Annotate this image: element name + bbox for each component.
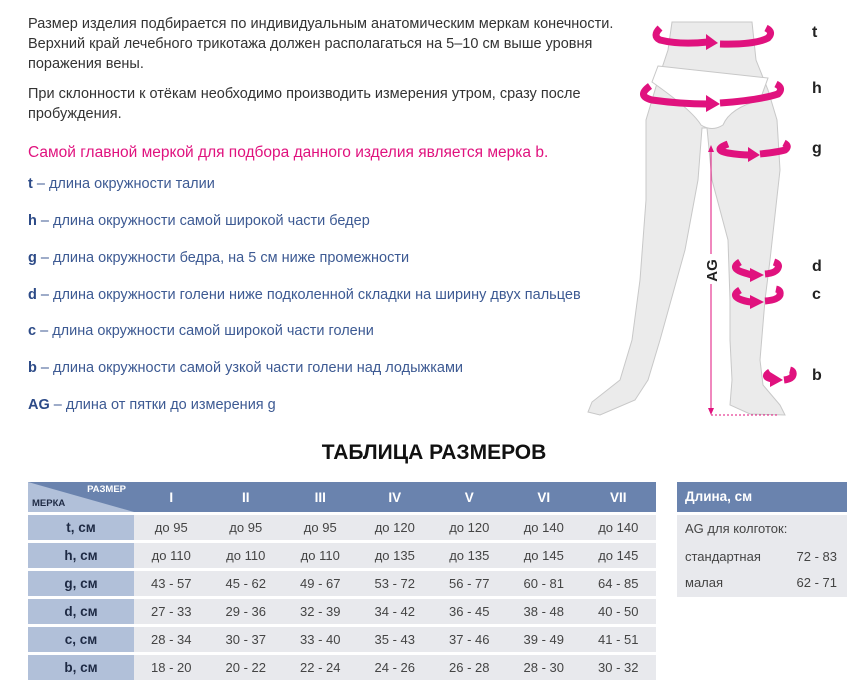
table-cell: 28 - 30 (507, 655, 582, 680)
column-header-size: III (283, 482, 358, 512)
body-silhouette-icon (580, 0, 868, 430)
table-cell: до 145 (507, 543, 582, 568)
table-cell: 38 - 48 (507, 599, 582, 624)
legend-item-t: t – длина окружности талии (28, 176, 215, 192)
legend-item-g: g – длина окружности бедра, на 5 см ниже промежности (28, 250, 410, 266)
table-cell: до 140 (581, 515, 656, 540)
table-cell: 60 - 81 (507, 571, 582, 596)
table-cell: до 95 (283, 515, 358, 540)
row-header: d, см (28, 599, 134, 624)
size-table-header (28, 482, 656, 512)
table-cell: до 135 (358, 543, 433, 568)
legend-item-c: c – длина окружности самой широкой части голени (28, 323, 374, 339)
column-header-size: II (209, 482, 284, 512)
figure-label-g: g (812, 140, 822, 157)
table-cell: 40 - 50 (581, 599, 656, 624)
table-cell: 27 - 33 (134, 599, 209, 624)
table-cell: 22 - 24 (283, 655, 358, 680)
table-row (28, 515, 656, 540)
table-cell: 35 - 43 (358, 627, 433, 652)
table-cell: до 120 (432, 515, 507, 540)
table-cell: до 110 (283, 543, 358, 568)
table-cell: 34 - 42 (358, 599, 433, 624)
intro-paragraph-2: При склонности к отёкам необходимо производить измерения утром, сразу после пробуждения. (28, 86, 581, 122)
table-cell: 64 - 85 (581, 571, 656, 596)
corner-cell: РАЗМЕР МЕРКА (28, 482, 134, 512)
intro-text (28, 14, 628, 134)
length-table-header: Длина, см (677, 482, 847, 512)
table-cell: 39 - 49 (507, 627, 582, 652)
figure-label-ag: AG (703, 259, 721, 282)
table-cell: 29 - 36 (209, 599, 284, 624)
row-header: h, см (28, 543, 134, 568)
table-cell: 43 - 57 (134, 571, 209, 596)
figure-label-b: b (812, 367, 822, 384)
figure-label-c: c (812, 286, 821, 303)
table-row (28, 571, 656, 596)
table-cell: 30 - 37 (209, 627, 284, 652)
table-cell: 20 - 22 (209, 655, 284, 680)
leg-measurement-illustration (580, 0, 868, 430)
row-header: t, см (28, 515, 134, 540)
legend-item-d: d – длина окружности голени ниже подколенной складки на ширину двух пальцев (28, 287, 581, 303)
table-cell: 30 - 32 (581, 655, 656, 680)
table-cell: до 140 (507, 515, 582, 540)
column-header-size: VI (507, 482, 582, 512)
table-row (28, 655, 656, 680)
length-table-body (677, 515, 847, 597)
table-cell: 24 - 26 (358, 655, 433, 680)
figure-label-d: d (812, 258, 822, 275)
legend-item-h: h – длина окружности самой широкой части бедер (28, 213, 370, 229)
table-cell: до 95 (134, 515, 209, 540)
figure-label-t: t (812, 24, 818, 41)
table-cell: 33 - 40 (283, 627, 358, 652)
length-subheader: AG для колготок: (685, 521, 788, 536)
table-cell: до 135 (432, 543, 507, 568)
size-table (28, 479, 656, 683)
row-header: b, см (28, 655, 134, 680)
table-cell: 45 - 62 (209, 571, 284, 596)
legend-item-b: b – длина окружности самой узкой части голени над лодыжками (28, 360, 464, 376)
table-cell: 37 - 46 (432, 627, 507, 652)
column-header-size: VII (581, 482, 656, 512)
table-cell: 18 - 20 (134, 655, 209, 680)
length-table (677, 479, 847, 597)
intro-paragraph-1: Размер изделия подбирается по индивидуальным анатомическим меркам конечности. Верхний край лечебного трикотажа должен располагаться на 5–10 см выше уровня поражения вены. (28, 16, 614, 72)
column-header-size: V (432, 482, 507, 512)
key-measurement-note: Самой главной меркой для подбора данного изделия является мерка b. (28, 144, 549, 161)
table-cell: до 145 (581, 543, 656, 568)
length-row-standard: стандартная 72 - 83 (685, 549, 837, 564)
table-cell: 32 - 39 (283, 599, 358, 624)
table-row (28, 599, 656, 624)
row-header: c, см (28, 627, 134, 652)
table-cell: 28 - 34 (134, 627, 209, 652)
column-header-size: IV (358, 482, 433, 512)
table-cell: 41 - 51 (581, 627, 656, 652)
table-cell: до 110 (209, 543, 284, 568)
table-cell: до 120 (358, 515, 433, 540)
table-cell: до 110 (134, 543, 209, 568)
table-cell: 36 - 45 (432, 599, 507, 624)
table-cell: 56 - 77 (432, 571, 507, 596)
table-row (28, 627, 656, 652)
table-cell: 53 - 72 (358, 571, 433, 596)
column-header-size: I (134, 482, 209, 512)
row-header: g, см (28, 571, 134, 596)
table-cell: 26 - 28 (432, 655, 507, 680)
legend-item-ag: AG – длина от пятки до измерения g (28, 397, 276, 413)
size-table-title: ТАБЛИЦА РАЗМЕРОВ (321, 441, 547, 464)
table-row (28, 543, 656, 568)
figure-label-h: h (812, 80, 822, 97)
table-cell: 49 - 67 (283, 571, 358, 596)
length-row-small: малая 62 - 71 (685, 575, 837, 590)
table-cell: до 95 (209, 515, 284, 540)
